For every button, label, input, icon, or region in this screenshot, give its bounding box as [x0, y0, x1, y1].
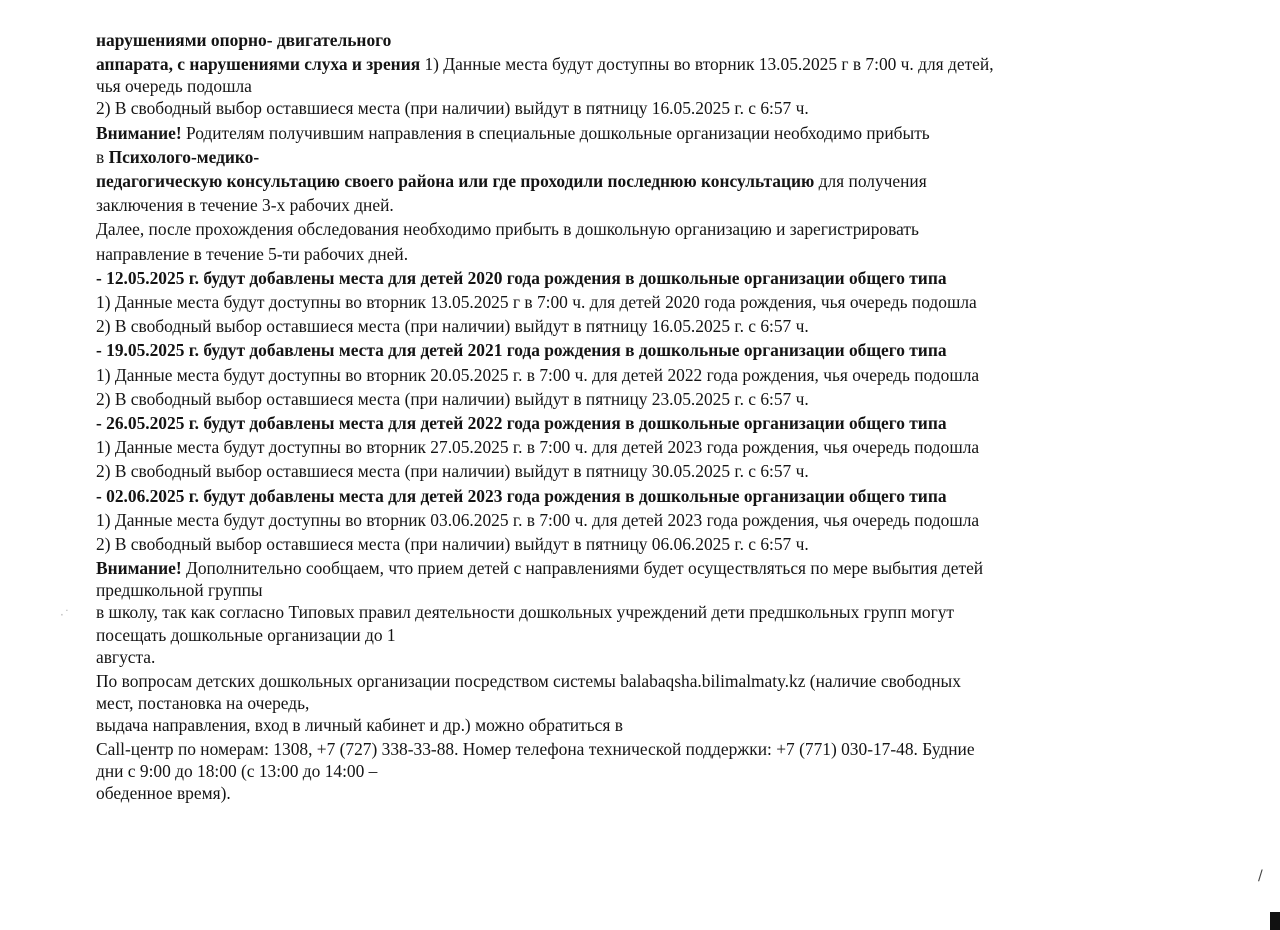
text-line: предшкольной группы	[96, 580, 263, 601]
text-line: обеденное время).	[96, 783, 231, 804]
text-line: 1) Данные места будут доступны во вторник 03.06.2025 г. в 7:00 ч. для детей 2023 года рождения, чья очередь подошла	[96, 509, 980, 530]
text-line: выдача направления, вход в личный кабинет и др.) можно обратиться в	[96, 715, 623, 736]
text-line: направление в течение 5-ти рабочих дней.	[96, 243, 409, 264]
text-line: мест, постановка на очередь,	[96, 693, 310, 714]
text-line: августа.	[96, 646, 156, 667]
section-heading	[96, 266, 1206, 290]
attention-line	[96, 121, 1206, 145]
attention-label: Внимание!	[96, 122, 182, 143]
text: Родителям получившим направления в специальные дошкольные организации необходимо прибыть	[181, 122, 930, 143]
text-line: дни с 9:00 до 18:00 (с 13:00 до 14:00 –	[96, 761, 378, 782]
text-line	[96, 28, 1206, 52]
text-line: Call-центр по номерам: 1308, +7 (727) 338-33-88. Номер телефона технической поддержки: +7 (771) 030-17-48. Будние	[96, 739, 975, 760]
document-body	[96, 28, 1206, 806]
text-line	[96, 145, 1206, 169]
bold-text: - 19.05.2025 г. будут добавлены места для детей 2021 года рождения в дошкольные организации общего типа	[96, 340, 947, 361]
text: 1) Данные места будут доступны во вторник 13.05.2025 г в 7:00 ч. для детей,	[420, 54, 994, 75]
text-line: 2) В свободный выбор оставшиеся места (при наличии) выйдут в пятницу 16.05.2025 г. с 6:57 ч.	[96, 98, 809, 119]
text: для получения	[814, 171, 927, 192]
text-line: посещать дошкольные организации до 1	[96, 624, 396, 645]
scan-edge-shadow	[1270, 912, 1280, 930]
bold-text: Психолого-медико-	[108, 146, 260, 167]
scan-speck: /	[1258, 868, 1263, 884]
text-line: Далее, после прохождения обследования необходимо прибыть в дошкольную организацию и зарегистрировать	[96, 219, 919, 240]
text-line: 2) В свободный выбор оставшиеся места (при наличии) выйдут в пятницу 16.05.2025 г. с 6:57 ч.	[96, 316, 809, 337]
text-line: 2) В свободный выбор оставшиеся места (при наличии) выйдут в пятницу 23.05.2025 г. с 6:57 ч.	[96, 388, 809, 409]
text-line: в школу, так как согласно Типовых правил деятельности дошкольных учреждений дети предшкольных групп могут	[96, 602, 954, 623]
bold-text: - 26.05.2025 г. будут добавлены места для детей 2022 года рождения в дошкольные организации общего типа	[96, 413, 947, 434]
text-line: 1) Данные места будут доступны во вторник 13.05.2025 г в 7:00 ч. для детей 2020 года рождения, чья очередь подошла	[96, 292, 977, 313]
text-line: чья очередь подошла	[96, 76, 252, 97]
text: в	[96, 146, 109, 167]
attention-line	[96, 556, 1206, 580]
scan-speck: ·˙	[60, 608, 70, 622]
bold-text: аппарата, с нарушениями слуха и зрения	[96, 54, 421, 75]
text-line: 1) Данные места будут доступны во вторник 27.05.2025 г. в 7:00 ч. для детей 2023 года рождения, чья очередь подошла	[96, 437, 980, 458]
text-line: 1) Данные места будут доступны во вторник 20.05.2025 г. в 7:00 ч. для детей 2022 года рождения, чья очередь подошла	[96, 364, 980, 385]
bold-text: педагогическую консультацию своего района или где проходили последнюю консультацию	[96, 171, 815, 192]
text-line: заключения в течение 3-х рабочих дней.	[96, 195, 394, 216]
text-line: 2) В свободный выбор оставшиеся места (при наличии) выйдут в пятницу 06.06.2025 г. с 6:57 ч.	[96, 534, 809, 555]
attention-label: Внимание!	[96, 558, 182, 579]
section-heading	[96, 411, 1206, 435]
text-line	[96, 52, 1206, 76]
bold-text: - 12.05.2025 г. будут добавлены места для детей 2020 года рождения в дошкольные организации общего типа	[96, 267, 947, 288]
bold-text: нарушениями опорно- двигательного	[96, 30, 392, 50]
section-heading	[96, 338, 1206, 362]
text: Дополнительно сообщаем, что прием детей с направлениями будет осуществляться по мере выбытия детей	[181, 558, 984, 579]
bold-text: - 02.06.2025 г. будут добавлены места для детей 2023 года рождения в дошкольные организации общего типа	[96, 485, 947, 506]
text-line: 2) В свободный выбор оставшиеся места (при наличии) выйдут в пятницу 30.05.2025 г. с 6:57 ч.	[96, 461, 809, 482]
text-line: По вопросам детских дошкольных организации посредством системы balabaqsha.bilimalmaty.kz (наличие свободных	[96, 670, 961, 691]
text-line	[96, 169, 1206, 193]
section-heading	[96, 484, 1206, 508]
